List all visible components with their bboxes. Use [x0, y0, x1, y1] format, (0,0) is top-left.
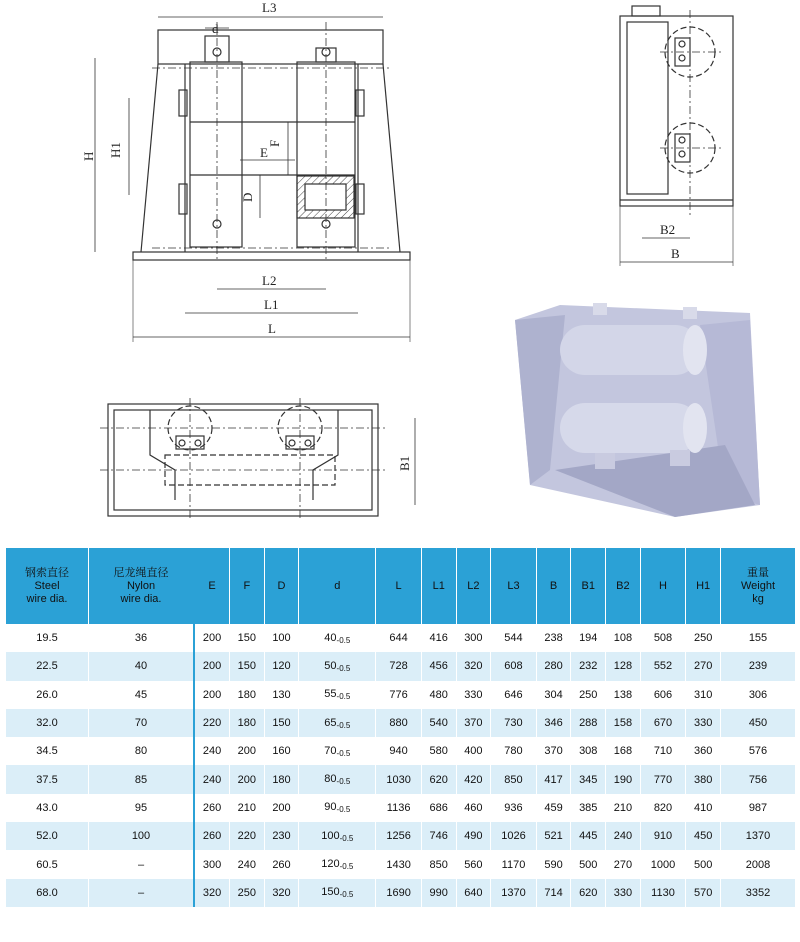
- header-H: H: [640, 548, 686, 624]
- table-cell: 60.5: [6, 850, 89, 878]
- table-cell: 194: [571, 624, 606, 652]
- table-cell: 270: [686, 652, 721, 680]
- table-cell: 308: [571, 737, 606, 765]
- table-cell: 410: [686, 794, 721, 822]
- table-cell: 370: [536, 737, 571, 765]
- table-cell: 936: [491, 794, 537, 822]
- table-cell: 22.5: [6, 652, 89, 680]
- table-cell: 910: [640, 822, 686, 850]
- table-cell: 416: [421, 624, 456, 652]
- table-cell: 65-0.5: [299, 709, 376, 737]
- table-cell: 43.0: [6, 794, 89, 822]
- header-L1: L1: [421, 548, 456, 624]
- tolerance-label: -0.5: [336, 720, 351, 730]
- table-cell: 1370: [721, 822, 796, 850]
- header-steel-wire: 钢索直径 Steel wire dia.: [6, 548, 89, 624]
- label-B: B: [671, 246, 680, 261]
- table-cell: 85: [89, 765, 195, 793]
- table-cell: 100-0.5: [299, 822, 376, 850]
- table-cell: 590: [536, 850, 571, 878]
- tolerance-label: -0.5: [336, 663, 351, 673]
- table-cell: 70: [89, 709, 195, 737]
- front-view-drawing: [95, 17, 410, 342]
- table-cell: 200: [264, 794, 299, 822]
- tolerance-label: -0.5: [339, 862, 354, 872]
- table-cell: 608: [491, 652, 537, 680]
- table-cell: 304: [536, 681, 571, 709]
- label-L: L: [268, 321, 276, 336]
- table-cell: 646: [491, 681, 537, 709]
- table-cell: 1130: [640, 879, 686, 907]
- table-cell: 180: [230, 681, 265, 709]
- table-cell: 450: [721, 709, 796, 737]
- table-cell: 260: [194, 794, 230, 822]
- table-cell: 480: [421, 681, 456, 709]
- table-cell: 670: [640, 709, 686, 737]
- table-cell: 130: [264, 681, 299, 709]
- table-cell: 345: [571, 765, 606, 793]
- table-cell: 150-0.5: [299, 879, 376, 907]
- table-cell: 210: [606, 794, 641, 822]
- table-cell: 40: [89, 652, 195, 680]
- label-L1: L1: [264, 297, 279, 312]
- table-cell: 280: [536, 652, 571, 680]
- header-B: B: [536, 548, 571, 624]
- table-cell: 1430: [376, 850, 422, 878]
- table-cell: 230: [264, 822, 299, 850]
- table-cell: 570: [686, 879, 721, 907]
- table-cell: 80: [89, 737, 195, 765]
- table-cell: 300: [194, 850, 230, 878]
- table-row: [6, 794, 796, 822]
- table-cell: 150: [230, 624, 265, 652]
- tolerance-label: -0.5: [336, 748, 351, 758]
- table-cell: 260: [264, 850, 299, 878]
- table-cell: 150: [230, 652, 265, 680]
- table-cell: 180: [264, 765, 299, 793]
- table-cell: 320: [456, 652, 491, 680]
- table-cell: 239: [721, 652, 796, 680]
- table-cell: 776: [376, 681, 422, 709]
- table-cell: 90-0.5: [299, 794, 376, 822]
- table-cell: 180: [230, 709, 265, 737]
- table-cell: 306: [721, 681, 796, 709]
- table-cell: 544: [491, 624, 537, 652]
- table-cell: 250: [230, 879, 265, 907]
- table-cell: 108: [606, 624, 641, 652]
- table-cell: 150: [264, 709, 299, 737]
- table-cell: 220: [230, 822, 265, 850]
- label-L3: L3: [262, 0, 277, 15]
- table-row: [6, 822, 796, 850]
- table-cell: 200: [230, 737, 265, 765]
- header-d: d: [299, 548, 376, 624]
- table-cell: 850: [491, 765, 537, 793]
- label-E: E: [260, 145, 268, 160]
- spec-table: [5, 548, 795, 907]
- table-cell: 330: [456, 681, 491, 709]
- table-cell: 36: [89, 624, 195, 652]
- table-cell: 370: [456, 709, 491, 737]
- table-cell: 644: [376, 624, 422, 652]
- header-D: D: [264, 548, 299, 624]
- table-cell: 300: [456, 624, 491, 652]
- table-cell: 780: [491, 737, 537, 765]
- table-cell: 620: [421, 765, 456, 793]
- table-cell: 200: [194, 652, 230, 680]
- header-H1: H1: [686, 548, 721, 624]
- table-cell: 346: [536, 709, 571, 737]
- table-cell: 640: [456, 879, 491, 907]
- table-cell: 260: [194, 822, 230, 850]
- label-H1: H1: [108, 142, 123, 158]
- table-cell: 560: [456, 850, 491, 878]
- table-cell: 1030: [376, 765, 422, 793]
- table-cell: 220: [194, 709, 230, 737]
- table-cell: 1370: [491, 879, 537, 907]
- table-cell: 40-0.5: [299, 624, 376, 652]
- table-cell: 138: [606, 681, 641, 709]
- table-cell: 417: [536, 765, 571, 793]
- table-cell: 55-0.5: [299, 681, 376, 709]
- header-B1: B1: [571, 548, 606, 624]
- table-cell: 880: [376, 709, 422, 737]
- table-cell: 80-0.5: [299, 765, 376, 793]
- table-cell: 850: [421, 850, 456, 878]
- table-cell: 420: [456, 765, 491, 793]
- label-d: d: [212, 21, 219, 36]
- table-cell: 158: [606, 709, 641, 737]
- top-view-drawing: [100, 398, 415, 520]
- header-weight: 重量 Weight kg: [721, 548, 796, 624]
- product-photo: [505, 295, 770, 520]
- table-cell: 240: [194, 737, 230, 765]
- header-F: F: [230, 548, 265, 624]
- table-cell: 990: [421, 879, 456, 907]
- tolerance-label: -0.5: [336, 692, 351, 702]
- table-cell: 128: [606, 652, 641, 680]
- table-cell: 240: [606, 822, 641, 850]
- table-cell: 100: [264, 624, 299, 652]
- table-cell: 190: [606, 765, 641, 793]
- label-B2: B2: [660, 222, 676, 237]
- table-cell: 330: [686, 709, 721, 737]
- table-cell: 552: [640, 652, 686, 680]
- label-D: D: [240, 192, 255, 202]
- table-cell: 756: [721, 765, 796, 793]
- table-cell: 1256: [376, 822, 422, 850]
- table-row: [6, 681, 796, 709]
- table-cell: 385: [571, 794, 606, 822]
- header-L3: L3: [491, 548, 537, 624]
- table-cell: 100: [89, 822, 195, 850]
- header-nylon-wire: 尼龙绳直径 Nylon wire dia.: [89, 548, 195, 624]
- tolerance-label: -0.5: [336, 777, 351, 787]
- table-row: [6, 765, 796, 793]
- table-cell: 987: [721, 794, 796, 822]
- table-cell: 288: [571, 709, 606, 737]
- table-cell: 210: [230, 794, 265, 822]
- label-L2: L2: [262, 273, 277, 288]
- table-cell: 250: [686, 624, 721, 652]
- table-cell: 95: [89, 794, 195, 822]
- header-L: L: [376, 548, 422, 624]
- label-F: F: [267, 139, 282, 147]
- table-cell: 521: [536, 822, 571, 850]
- table-cell: 320: [264, 879, 299, 907]
- table-cell: 508: [640, 624, 686, 652]
- table-cell: 540: [421, 709, 456, 737]
- table-row: [6, 850, 796, 878]
- table-cell: 19.5: [6, 624, 89, 652]
- tolerance-label: -0.5: [339, 833, 354, 843]
- table-row: [6, 737, 796, 765]
- table-cell: 330: [606, 879, 641, 907]
- table-cell: 606: [640, 681, 686, 709]
- table-row: [6, 709, 796, 737]
- table-cell: 746: [421, 822, 456, 850]
- tolerance-label: -0.5: [336, 805, 351, 815]
- table-cell: 120: [264, 652, 299, 680]
- table-cell: 580: [421, 737, 456, 765]
- table-cell: 620: [571, 879, 606, 907]
- side-view-drawing: [620, 6, 733, 266]
- table-cell: 70-0.5: [299, 737, 376, 765]
- header-B2: B2: [606, 548, 641, 624]
- table-cell: 3352: [721, 879, 796, 907]
- tolerance-label: -0.5: [339, 890, 354, 900]
- table-cell: 710: [640, 737, 686, 765]
- header-E: E: [194, 548, 230, 624]
- table-row: [6, 879, 796, 907]
- table-cell: 500: [686, 850, 721, 878]
- table-cell: 270: [606, 850, 641, 878]
- table-cell: 460: [456, 794, 491, 822]
- table-cell: 240: [230, 850, 265, 878]
- label-B1: B1: [397, 455, 412, 471]
- table-cell: 200: [194, 624, 230, 652]
- table-cell: 576: [721, 737, 796, 765]
- table-cell: 120-0.5: [299, 850, 376, 878]
- table-cell: 1000: [640, 850, 686, 878]
- table-cell: 1170: [491, 850, 537, 878]
- table-cell: 34.5: [6, 737, 89, 765]
- table-row: [6, 624, 796, 652]
- table-cell: 490: [456, 822, 491, 850]
- header-L2: L2: [456, 548, 491, 624]
- table-cell: 500: [571, 850, 606, 878]
- table-cell: 320: [194, 879, 230, 907]
- table-cell: 50-0.5: [299, 652, 376, 680]
- table-cell: 400: [456, 737, 491, 765]
- table-cell: 232: [571, 652, 606, 680]
- table-cell: 360: [686, 737, 721, 765]
- table-cell: 456: [421, 652, 456, 680]
- table-cell: –: [89, 879, 195, 907]
- table-cell: –: [89, 850, 195, 878]
- table-cell: 200: [230, 765, 265, 793]
- table-cell: 238: [536, 624, 571, 652]
- table-cell: 730: [491, 709, 537, 737]
- table-cell: 450: [686, 822, 721, 850]
- table-cell: 32.0: [6, 709, 89, 737]
- table-cell: 240: [194, 765, 230, 793]
- table-cell: 68.0: [6, 879, 89, 907]
- table-cell: 445: [571, 822, 606, 850]
- table-cell: 200: [194, 681, 230, 709]
- table-header-row: [6, 548, 796, 624]
- table-cell: 1136: [376, 794, 422, 822]
- table-cell: 155: [721, 624, 796, 652]
- table-cell: 459: [536, 794, 571, 822]
- table-cell: 728: [376, 652, 422, 680]
- table-cell: 1690: [376, 879, 422, 907]
- table-cell: 310: [686, 681, 721, 709]
- label-H: H: [81, 151, 96, 161]
- table-cell: 160: [264, 737, 299, 765]
- table-cell: 168: [606, 737, 641, 765]
- table-body: [6, 624, 796, 907]
- table-cell: 52.0: [6, 822, 89, 850]
- table-cell: 250: [571, 681, 606, 709]
- table-cell: 380: [686, 765, 721, 793]
- tolerance-label: -0.5: [336, 635, 351, 645]
- table-cell: 26.0: [6, 681, 89, 709]
- table-cell: 2008: [721, 850, 796, 878]
- table-cell: 714: [536, 879, 571, 907]
- table-cell: 820: [640, 794, 686, 822]
- table-cell: 686: [421, 794, 456, 822]
- table-row: [6, 652, 796, 680]
- table-cell: 45: [89, 681, 195, 709]
- table-cell: 37.5: [6, 765, 89, 793]
- table-cell: 1026: [491, 822, 537, 850]
- table-cell: 770: [640, 765, 686, 793]
- table-cell: 940: [376, 737, 422, 765]
